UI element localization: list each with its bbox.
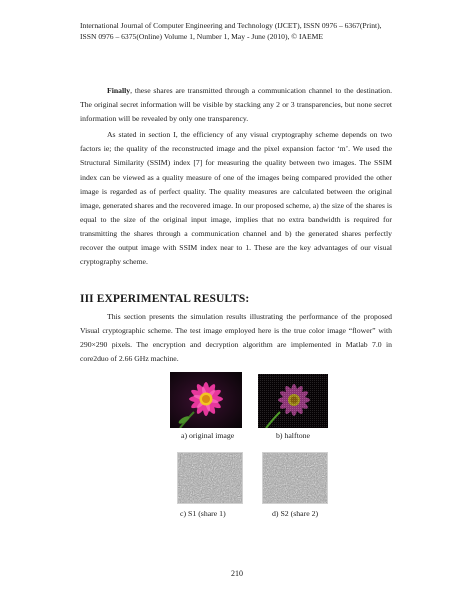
body-text: [80, 84, 392, 269]
share1-noise-image: [177, 452, 243, 504]
section-text: [80, 310, 392, 366]
paragraph-finally-text: , these shares are transmitted through a communication channel to the destination. The original secret information will be visible by stacking any 2 or 3 transparencies, but none secret information will be revealed by only one transparency.: [80, 86, 392, 124]
caption-share1: c) S1 (share 1): [180, 509, 226, 518]
caption-original-image: a) original image: [181, 431, 235, 440]
paragraph-lead-word: Finally: [107, 86, 131, 95]
share2-noise-image: [262, 452, 328, 504]
section-heading: III EXPERIMENTAL RESULTS:: [80, 293, 250, 305]
paragraph-finally: [80, 84, 392, 126]
journal-header: [80, 20, 410, 42]
paragraph-experimental: This section presents the simulation results illustrating the performance of the proposed Visual cryptographic scheme. The test image employed here is the true color image “flower” with 290×290 pixels. The encryption and decryption algorithm are implemented in Matlab 7.0 in core2duo of 2.66 GHz machine.: [80, 312, 392, 364]
original-flower-image: [170, 372, 242, 428]
page-number: 210: [231, 569, 243, 578]
header-line-2: ISSN 0976 – 6375(Online) Volume 1, Number 1, May - June (2010), © IAEME: [80, 32, 323, 41]
header-line-1: International Journal of Computer Engineering and Technology (IJCET), ISSN 0976 – 6367(Print),: [80, 21, 382, 30]
caption-share2: d) S2 (share 2): [272, 509, 319, 518]
halftone-flower-image: [258, 374, 328, 428]
caption-halftone: b) halftone: [276, 431, 310, 440]
paragraph-efficiency: As stated in section I, the efficiency of any visual cryptography scheme depends on two factors ie; the quality of the reconstructed image and the pixel expansion factor ‘m’. We used the Structural Similarity (SSIM) index [7] for measuring the quality between two images. The SSIM index can be viewed as a quality measure of one of the images being compared provided the other image is regarded as of perfect quality. The quality measures are calculated between the original image, generated shares and the recovered image. In our proposed scheme, a) the size of the shares is equal to the size of the original input image, implies that no extra bandwidth is required for transmitting the shares through a communication channel and b) the generated shares perfectly recover the output image with SSIM index near to 1. These are the key advantages of our visual cryptography scheme.: [80, 130, 392, 267]
